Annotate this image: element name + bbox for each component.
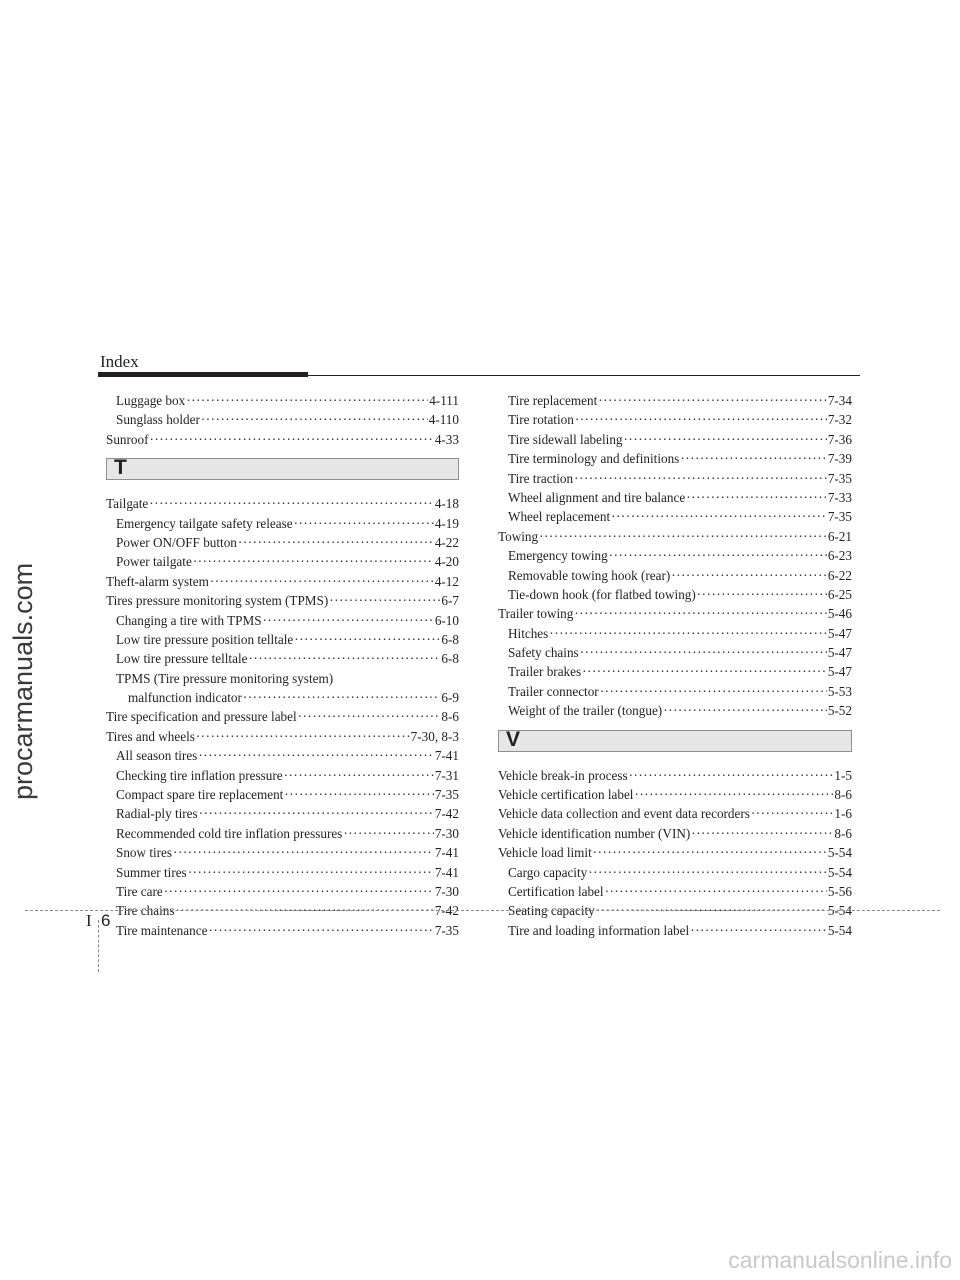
dot-leader	[329, 591, 440, 610]
dot-leader	[605, 882, 827, 901]
index-entry	[498, 901, 852, 920]
index-entry	[498, 785, 852, 804]
index-entry	[106, 882, 459, 901]
index-entry	[498, 882, 852, 901]
dot-leader	[624, 430, 827, 449]
index-entry-label: Luggage box	[116, 392, 186, 408]
right-top-entries	[498, 391, 852, 721]
index-entry-label: Theft-alarm system	[106, 573, 209, 589]
dot-leader	[176, 901, 434, 920]
index-entry-label: Hitches	[508, 625, 549, 641]
section-header-t	[106, 458, 459, 480]
index-entry-label: Vehicle data collection and event data recorders	[498, 806, 750, 822]
dot-leader	[173, 843, 434, 862]
index-entry	[498, 662, 852, 681]
section-letter-v: V	[506, 727, 521, 751]
dot-leader	[600, 682, 827, 701]
index-entry	[498, 430, 852, 449]
index-entry-page: 5-54	[827, 864, 852, 880]
index-entry	[498, 843, 852, 862]
index-entry	[106, 669, 459, 688]
index-entry-page: 7-35	[827, 509, 852, 525]
index-entry	[106, 410, 459, 429]
index-entry-page: 6-25	[827, 586, 852, 602]
index-entry	[498, 643, 852, 662]
header-rule-thin	[308, 375, 860, 376]
index-entry-page: 1-5	[834, 767, 852, 783]
index-entry	[106, 688, 459, 707]
index-entry-label: Seating capacity	[508, 903, 595, 919]
index-entry-label: Tire sidewall labeling	[508, 431, 623, 447]
dot-leader	[596, 901, 827, 920]
index-entry-label: Tire traction	[508, 470, 574, 486]
index-entry-page: 5-47	[827, 664, 852, 680]
index-entry	[498, 624, 852, 643]
index-entry	[498, 766, 852, 785]
dot-leader	[634, 785, 833, 804]
index-entry-label: Recommended cold tire inflation pressures	[116, 825, 343, 841]
index-entry	[106, 843, 459, 862]
dot-leader	[248, 649, 440, 668]
dot-leader	[198, 746, 434, 765]
index-entry-label: Wheel alignment and tire balance	[508, 489, 686, 505]
index-entry-page: 7-34	[827, 392, 852, 408]
index-entry	[106, 591, 459, 610]
index-entry-label: Vehicle certification label	[498, 787, 634, 803]
index-entry-label: Tailgate	[106, 496, 149, 512]
index-entry	[106, 552, 459, 571]
index-entry-page: 7-35	[434, 922, 459, 938]
index-entry-page: 7-41	[434, 864, 459, 880]
index-entry-label: Tire chains	[116, 903, 175, 919]
footer-section-letter: I	[86, 911, 92, 930]
index-entry-page: 5-47	[827, 645, 852, 661]
index-entry-label: Radial-ply tires	[116, 806, 198, 822]
dot-leader	[343, 824, 433, 843]
index-entry-label: Power ON/OFF button	[116, 534, 237, 550]
index-entry-page: 5-52	[827, 703, 852, 719]
left-column	[106, 391, 459, 940]
index-entry-page: 7-42	[434, 903, 459, 919]
dot-leader	[593, 843, 827, 862]
dot-leader	[629, 766, 834, 785]
dot-leader	[210, 572, 434, 591]
index-entry-page: 7-39	[827, 451, 852, 467]
side-watermark: procarmanuals.com	[8, 562, 38, 800]
dot-leader	[751, 804, 834, 823]
index-entry-label: Snow tires	[116, 845, 173, 861]
index-entry-page: 6-9	[441, 690, 459, 706]
page-title: Index	[100, 352, 139, 371]
dot-leader	[238, 533, 434, 552]
right-column	[498, 391, 852, 940]
index-entry-label: Tire specification and pressure label	[106, 709, 297, 725]
dot-leader	[150, 430, 434, 449]
index-entry	[106, 824, 459, 843]
dot-leader	[697, 585, 827, 604]
index-entry-label: Weight of the trailer (tongue)	[508, 703, 663, 719]
footer-page-number: 6	[101, 911, 111, 930]
index-entry-page: 5-54	[827, 903, 852, 919]
section-header-v	[498, 727, 852, 752]
index-entry-page: 5-54	[827, 922, 852, 938]
index-entry	[498, 507, 852, 526]
index-entry-label: Tire replacement	[508, 392, 598, 408]
index-entry-label: All season tires	[116, 748, 198, 764]
dot-leader	[686, 488, 827, 507]
index-entry-page: 7-42	[434, 806, 459, 822]
dot-leader	[588, 863, 827, 882]
index-entry	[106, 804, 459, 823]
index-entry-label: TPMS (Tire pressure monitoring system)	[116, 670, 334, 686]
index-entry	[498, 585, 852, 604]
index-entry-label: Trailer connector	[508, 683, 599, 699]
index-entry	[498, 701, 852, 720]
dot-leader	[549, 624, 827, 643]
index-entry-label: Vehicle load limit	[498, 845, 592, 861]
index-entry-page: 7-32	[827, 412, 852, 428]
index-entry	[498, 804, 852, 823]
left-top-entries	[106, 391, 459, 449]
index-entry-page: 4-33	[434, 431, 459, 447]
index-entry-label: Cargo capacity	[508, 864, 588, 880]
dot-leader	[671, 566, 827, 585]
index-entry-label: Tire rotation	[508, 412, 574, 428]
index-entry-page: 7-30	[434, 825, 459, 841]
index-entry-page: 6-10	[434, 612, 459, 628]
index-entry-label: Sunroof	[106, 431, 149, 447]
dot-leader	[294, 514, 434, 533]
dot-leader	[580, 643, 827, 662]
index-entry-page: 5-54	[827, 845, 852, 861]
dot-leader	[574, 469, 827, 488]
index-entry-label: malfunction indicator	[128, 690, 242, 706]
index-entry-label: Emergency towing	[508, 548, 608, 564]
index-entry-label: Removable towing hook (rear)	[508, 567, 671, 583]
dot-leader	[690, 921, 827, 940]
right-v-entries	[498, 766, 852, 941]
index-entry-label: Summer tires	[116, 864, 187, 880]
index-entry	[106, 901, 459, 920]
index-entry-page: 5-46	[827, 606, 852, 622]
index-entry-label: Towing	[498, 528, 539, 544]
index-entry-page: 7-33	[827, 489, 852, 505]
index-entry-page: 7-31	[434, 767, 459, 783]
dot-leader	[575, 410, 827, 429]
index-entry	[498, 604, 852, 623]
index-entry-page: 8-6	[834, 825, 852, 841]
index-entry-page: 8-6	[441, 709, 459, 725]
index-entry	[106, 921, 459, 940]
index-entry	[498, 921, 852, 940]
index-entry-page: 7-41	[434, 748, 459, 764]
index-entry-page: 4-22	[434, 534, 459, 550]
index-entry	[106, 707, 459, 726]
bottom-watermark: carmanualsonline.info	[728, 1247, 952, 1273]
index-entry	[498, 566, 852, 585]
index-entry	[498, 410, 852, 429]
index-entry-page: 6-23	[827, 548, 852, 564]
dot-leader	[574, 604, 826, 623]
index-entry	[106, 630, 459, 649]
dot-leader	[294, 630, 440, 649]
index-entry	[106, 494, 459, 513]
dot-leader	[611, 507, 827, 526]
index-entry-label: Tire maintenance	[116, 922, 208, 938]
index-entry-page: 6-22	[827, 567, 852, 583]
index-entry-label: Power tailgate	[116, 554, 192, 570]
index-entry	[498, 863, 852, 882]
index-entry	[106, 611, 459, 630]
index-entry	[498, 527, 852, 546]
index-entry-label: Checking tire inflation pressure	[116, 767, 283, 783]
index-entry-page: 4-19	[434, 515, 459, 531]
index-entry-label: Sunglass holder	[116, 412, 200, 428]
dot-leader	[199, 804, 434, 823]
index-entry	[106, 514, 459, 533]
index-entry-label: Trailer brakes	[508, 664, 582, 680]
index-entry	[106, 533, 459, 552]
dot-leader	[201, 410, 428, 429]
index-entry-page: 4-111	[429, 392, 459, 408]
index-entry	[498, 391, 852, 410]
dot-leader	[598, 391, 827, 410]
dot-leader	[149, 494, 434, 513]
index-entry	[106, 649, 459, 668]
dot-leader	[680, 449, 827, 468]
index-entry	[498, 449, 852, 468]
index-entry	[106, 785, 459, 804]
index-entry-label: Tire and loading information label	[508, 922, 690, 938]
index-entry-page: 7-35	[827, 470, 852, 486]
index-entry-label: Compact spare tire replacement	[116, 787, 284, 803]
index-entry-page: 7-41	[434, 845, 459, 861]
index-entry-label: Low tire pressure position telltale	[116, 631, 294, 647]
index-entry	[498, 824, 852, 843]
index-entry-label: Emergency tailgate safety release	[116, 515, 293, 531]
dot-leader	[284, 766, 434, 785]
dot-leader	[539, 527, 827, 546]
dot-leader	[243, 688, 441, 707]
index-entry-page: 5-47	[827, 625, 852, 641]
dot-leader	[663, 701, 827, 720]
index-entry-page: 5-53	[827, 683, 852, 699]
dot-leader	[193, 552, 434, 571]
index-entry-page: 6-21	[827, 528, 852, 544]
index-entry	[106, 863, 459, 882]
index-entry-page: 5-56	[827, 883, 852, 899]
index-entry-label: Changing a tire with TPMS	[116, 612, 262, 628]
index-entry-page: 4-12	[434, 573, 459, 589]
dot-leader	[691, 824, 833, 843]
index-entry-page: 1-6	[834, 806, 852, 822]
dot-leader	[164, 882, 434, 901]
index-entry-page: 7-30, 8-3	[410, 728, 459, 744]
index-entry-page: 8-6	[834, 787, 852, 803]
index-entry-page: 4-18	[434, 496, 459, 512]
index-entry-label: Safety chains	[508, 645, 579, 661]
index-entry-label: Tires pressure monitoring system (TPMS)	[106, 593, 329, 609]
index-entry-label: Tires and wheels	[106, 728, 195, 744]
dot-leader	[188, 863, 434, 882]
index-entry	[106, 766, 459, 785]
index-entry-page: 7-36	[827, 431, 852, 447]
left-t-entries	[106, 494, 459, 940]
index-entry	[498, 682, 852, 701]
dot-leader	[609, 546, 827, 565]
index-entry	[498, 469, 852, 488]
index-entry-page: 4-20	[434, 554, 459, 570]
index-entry-page: 4-110	[428, 412, 459, 428]
index-entry-label: Low tire pressure telltale	[116, 651, 248, 667]
index-entry	[498, 546, 852, 565]
index-entry-label: Vehicle identification number (VIN)	[498, 825, 691, 841]
index-entry-label: Tire terminology and definitions	[508, 451, 680, 467]
footer-dashed-rule	[25, 910, 940, 911]
index-entry	[106, 430, 459, 449]
index-entry	[106, 746, 459, 765]
dot-leader	[298, 707, 441, 726]
index-entry-page: 6-8	[441, 651, 459, 667]
footer-vertical-dashed-rule	[98, 920, 99, 972]
dot-leader	[196, 727, 410, 746]
index-entry-page: 6-8	[441, 631, 459, 647]
dot-leader	[186, 391, 428, 410]
index-entry-label: Certification label	[508, 883, 604, 899]
index-entry	[498, 488, 852, 507]
header-rule-thick	[98, 372, 308, 377]
index-entry-label: Wheel replacement	[508, 509, 611, 525]
index-entry-label: Tire care	[116, 883, 163, 899]
dot-leader	[582, 662, 827, 681]
dot-leader	[263, 611, 434, 630]
index-entry-label: Trailer towing	[498, 606, 574, 622]
index-entry	[106, 391, 459, 410]
index-entry	[106, 727, 459, 746]
index-entry-label: Vehicle break-in process	[498, 767, 628, 783]
index-entry-label: Tie-down hook (for flatbed towing)	[508, 586, 696, 602]
index-entry	[106, 572, 459, 591]
dot-leader	[208, 921, 433, 940]
section-letter-t: T	[114, 456, 127, 480]
index-entry-page: 6-7	[441, 593, 459, 609]
dot-leader	[284, 785, 433, 804]
index-entry-page: 7-30	[434, 883, 459, 899]
index-entry-page: 7-35	[434, 787, 459, 803]
